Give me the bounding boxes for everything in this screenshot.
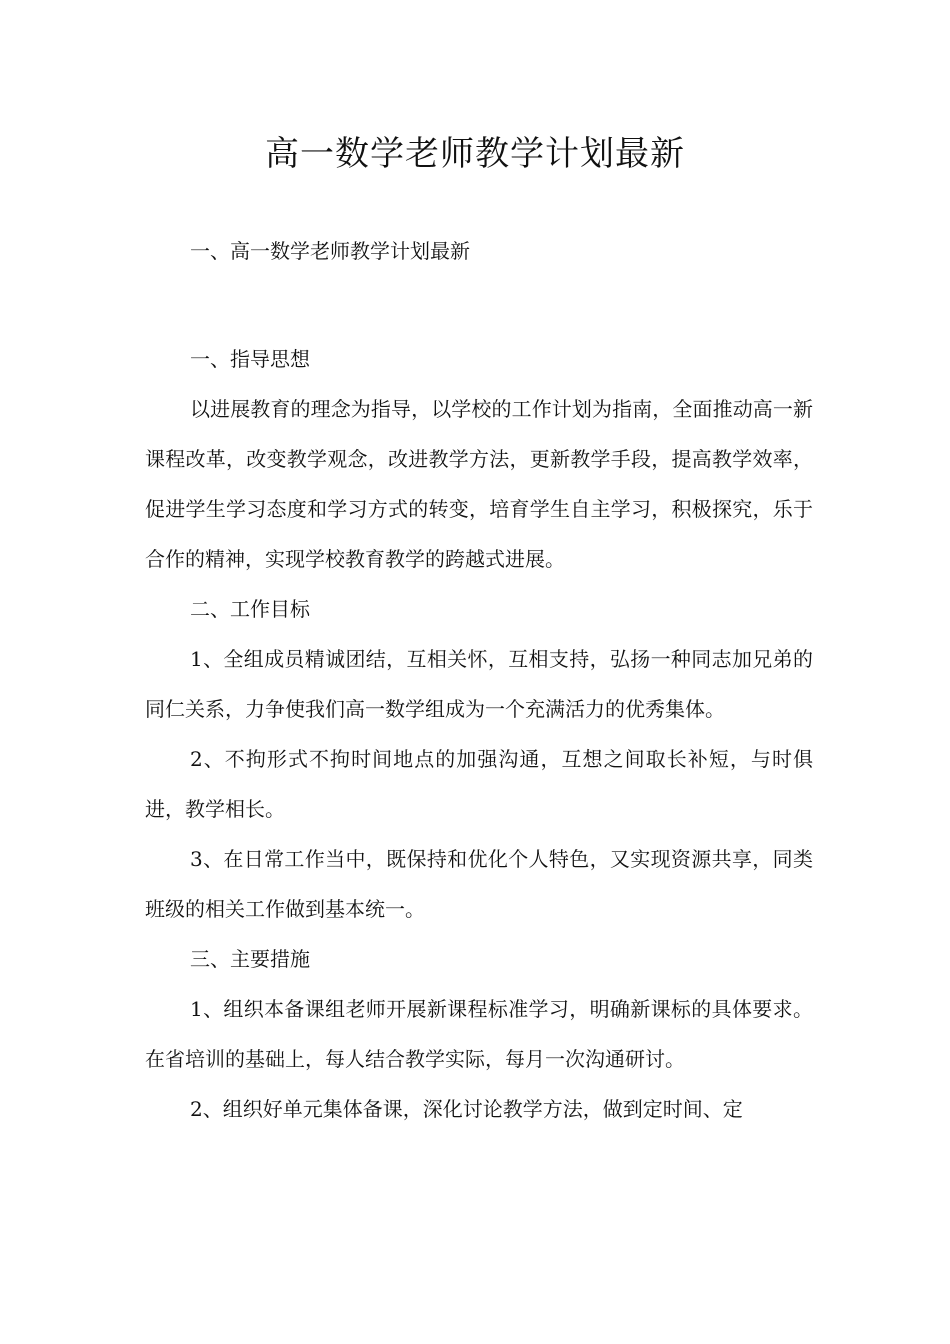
section-heading-work-goals: 二、工作目标 [190,597,310,621]
paragraph-goal-1: 1、全组成员精诚团结，互相关怀，互相支持，弘扬一种同志加兄弟的同仁关系，力争使我们高一数学组成为一个充满活力的优秀集体。 [145,647,813,721]
document-title: 高一数学老师教学计划最新 [265,134,685,174]
document-subheading: 一、高一数学老师教学计划最新 [190,239,470,263]
paragraph-measure-2: 2、组织好单元集体备课，深化讨论教学方法，做到定时间、定 [190,1097,743,1121]
paragraph-guiding-ideology: 以进展教育的理念为指导，以学校的工作计划为指南，全面推动高一新课程改革，改变教学观念，改进教学方法，更新教学手段，提高教学效率，促进学生学习态度和学习方式的转变，培育学生自主学习，积极探究，乐于合作的精神，实现学校教育教学的跨越式进展。 [145,397,813,571]
section-heading-guiding-ideology: 一、指导思想 [190,347,310,371]
paragraph-measure-1: 1、组织本备课组老师开展新课程标准学习，明确新课标的具体要求。在省培训的基础上，每人结合教学实际，每月一次沟通研讨。 [145,997,813,1071]
paragraph-goal-3: 3、在日常工作当中，既保持和优化个人特色，又实现资源共享，同类班级的相关工作做到基本统一。 [145,847,813,921]
document-body [145,334,813,1134]
paragraph-goal-2: 2、不拘形式不拘时间地点的加强沟通，互想之间取长补短，与时俱进，教学相长。 [145,747,813,821]
section-heading-main-measures: 三、主要措施 [190,947,310,971]
